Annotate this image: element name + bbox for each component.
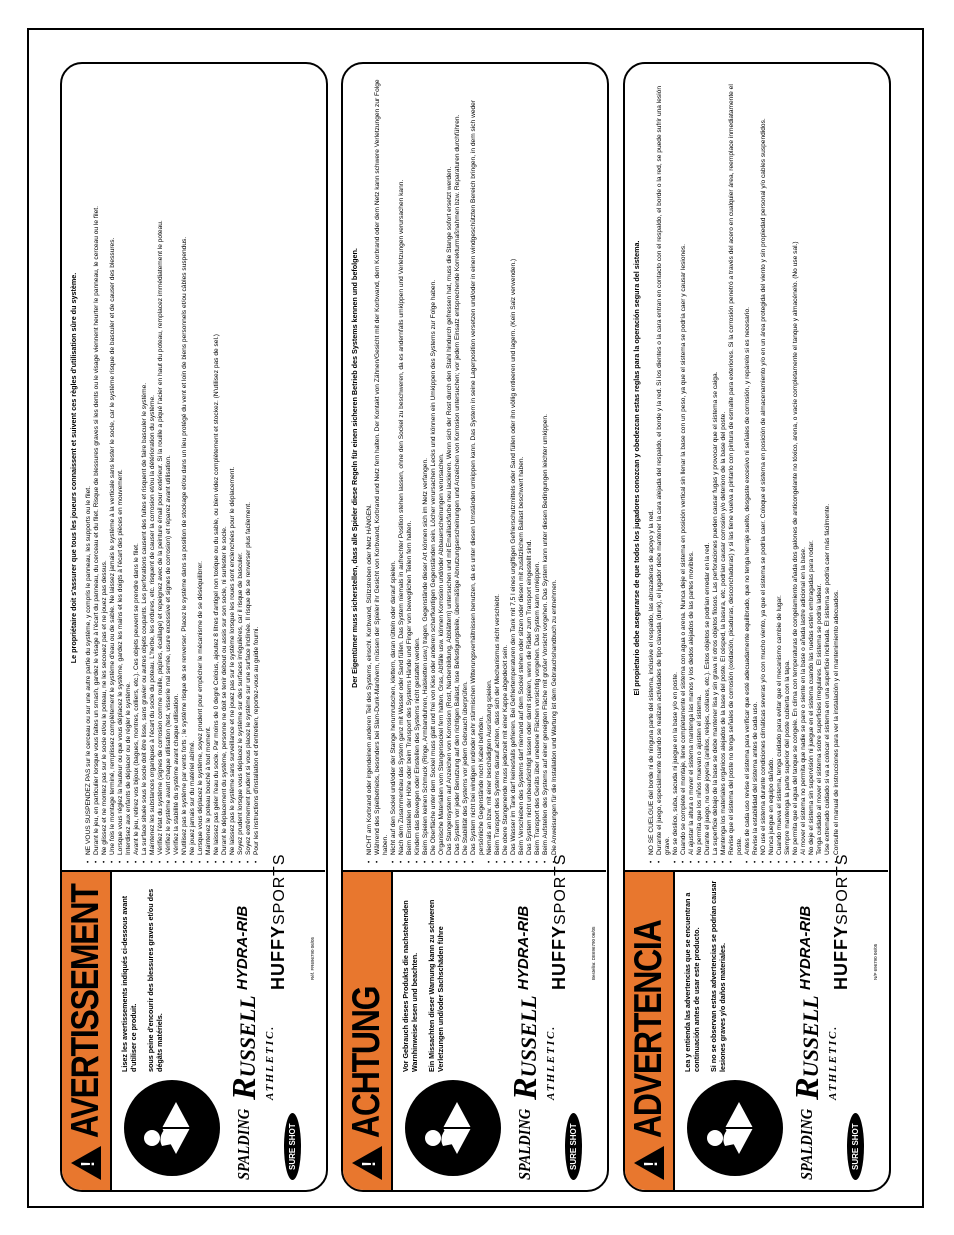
rule-item: • Das Stangensystem auf Anzeichen von Korrosion (Rost, Narbenbildung, Abblättern) untersuchen und mit Emaillackfarbe neu lackieren. Wenn sich der Rost durch den Stahl hindurch gefressen hat, muss die Stange sofort ersetzt werden.: [446, 72, 454, 855]
part-reference: Réf. FR696790 06/05: [310, 936, 315, 980]
rule-item: • Ne jouez jamais sur du matériel abîmé.: [189, 72, 197, 855]
rule-item: • No deje el sistema sin supervisión ni juegue en el sistema cuando las ruedas estén embragadas para rodar.: [808, 72, 816, 855]
russell-athletic-logo: RUSSELL ATHLETIC.: [507, 995, 557, 1100]
rule-item: • Die Oberfläche unter dem Sockel muss glatt und frei von Kies oder anderen scharfkantigen Gegenständen sein. Löcher verursachen Lecks und können ein Umkippen des Systems zur Folge haben.: [430, 72, 438, 855]
rule-item: • Die obere Stangenende muss jederzeit mit einer Kappe abgedeckt sein.: [502, 72, 510, 855]
rule-item: • Tenga cuidado al mover el sistema sobre superficies irregulares. El sistema se podría ladear.: [816, 72, 824, 855]
rule-item: • Cuando se complete el montaje, llene completamente el sistema con agua o arena. Nunca deje el sistema en posición vertical sin llenar la base con un peso, ya que el sistema se podría caer y causar lesiones.: [680, 72, 688, 855]
rule-item: • Maintenez les substances organiques à l'écart du socle du poteau. L'herbe, les ordures, etc. risquent de causer la corrosion et/ou la détérioration du système.: [149, 72, 157, 855]
read-manual-icon: [124, 1080, 220, 1176]
hydra-rib-logo: HYDRA-RIB: [234, 905, 251, 990]
part-reference: N/P 696790 06/05: [873, 943, 878, 980]
rule-item: • La surface située sous le socle doit être lisse, sans gravier ou autres objets coupants. Les perforations causent des fuites et risquent de faire basculer le système.: [141, 72, 149, 855]
rule-item: • Das System nicht bei windigen und/oder sehr stürmischen Witterungsverhältnissen benutzen, da es unter diesen Umständen umkippen kann. Das System in seine Lagerposition versetzen und/oder in einen windgeschützten Bereich bringen, in dem sich weder persönliche Gegenstände noch Kabel befinden.: [470, 72, 486, 855]
rule-item: • Avant le jeu, retirez vos bijoux (bagues, montres, colliers, etc.). Ces objets peuvent se prendre dans le filet.: [133, 72, 141, 855]
rule-item: • Beim Aufstellen des Systems auf einer geneigten Fläche mit großer Vorsicht vorgehen. Das System kann unter diesen Bedingungen leichter umkippen.: [542, 72, 550, 855]
card-header: [62, 853, 325, 1190]
spalding-logo: SPALDING: [234, 1108, 253, 1180]
note-consequence: Si no se observan estas advertencias se podrían causar lesiones graves y/o daños materiales.: [708, 880, 728, 1072]
rule-item: • Ne laissez pas geler l'eau du socle. Par moins de 0 degré Celcius, ajoutez 8 litres d'antigel non toxique ou du sable, ou bien videz complètement et stockez. (N'utilisez pas de sel.): [213, 72, 221, 855]
rule-item: • Organische Materialien vom Stangensockel fern halten. Gras, Abfälle usw. können Korrosion und/oder Abbauerscheinungen verursachen.: [438, 72, 446, 855]
rule-item: • Lorsque vous réglez la hauteur ou que vous déplacez le système, gardez les mains et les doigts à l'écart des pièces en mouvement.: [117, 72, 125, 855]
rule-item: • Mantenga los materiales orgánicos alejados de la base del poste. El césped, la basura, etc. podrían causar corrosión y/o deterioro de la base del poste.: [720, 72, 728, 855]
rule-item: • Al ajustar la altura o mover el sistema mantenga las manos y los dedos alejados de las partes movibles.: [688, 72, 696, 855]
rule-item: • Beim Transport des Systems darauf achten, dass sich der Mechanismus nicht verschiebt.: [494, 72, 502, 855]
rule-item: • Consulte el manual de instrucciones para ver la instalación y el mantenimiento adecuados.: [833, 72, 841, 855]
rule-item: • La superficie debajo de la base se debe mantener lisa y sin grava ni otros objetos filosos. Las perforaciones pueden causar fugas y provocar que el sistema se caiga.: [712, 72, 720, 855]
rule-item: • Durante el juego, no use joyería (anillos, relojes, collares, etc.). Estos objetos se podrían enredar en la red.: [704, 72, 712, 855]
read-warning-note: [401, 880, 452, 1072]
rule-item: • Ne glissez et ne montez pas sur le socle et/ou le poteau, ne les secouez pas et ne jouez pas dessus.: [101, 72, 109, 855]
rule-item: • Während des Spielbetriebs, besonders bei Slam-Dunk-Manövern, müssen der Spieler ihr Gesicht von Korbwand, Korbrand und Netz fern halten. Der Kontakt von Zähnen/Gesicht mit der Korbwand, dem Korbrand oder dem Netz kann schwere Verletzungen zur Folge haben.: [374, 72, 390, 855]
rule-item: • Une fois le montage terminé, remplissez complètement le système d'eau ou de sable. Ne laissez jamais le système à la verticale sans lester le socle, car le système risque de basculer et de causer des blessures.: [109, 72, 117, 855]
banner-title: ACHTUNG: [345, 986, 388, 1138]
warning-banner: [343, 872, 393, 1190]
rule-item: • Beim Transport des Geräts über unebene Flächen vorsichtig vorgehen. Das System kann umkippen.: [534, 72, 542, 855]
brand-logos: [226, 853, 322, 1180]
rule-item: • Die Stabilität des Systems vor jedem Gebrauch überprüfen.: [462, 72, 470, 855]
note-consequence: Ein Missachten dieser Warnung kann zu schweren Verletzungen und/oder Sachschäden führe: [426, 899, 446, 1072]
hydra-rib-logo: HYDRA-RIB: [515, 905, 532, 990]
rule-item: • No permita que los niños muevan o ajusten el sistema.: [696, 72, 704, 855]
rule-item: • N'utilisez pas le système par vents forts ; le système risque de se renverser. Placez le système dans sa position de stockage et/ou dans un lieu protégé du vent et loin de biens personnels et/ou câbles suspendus.: [181, 72, 189, 855]
rule-item: • Use extremado cuidado si va a colocar el sistema en una superficie inclinada. El sistema se podría caer más fácilmente.: [824, 72, 832, 855]
huffy-sports-logo: HUFFYSPORTS: [831, 853, 851, 990]
rule-item: • Nunca juegue en equipo dañado.: [768, 72, 776, 855]
sure-shot-logo: SURE SHOT: [284, 1113, 301, 1180]
huffy-sports-logo: HUFFYSPORTS: [268, 853, 288, 990]
warning-card-french: [60, 62, 328, 1192]
rule-item: • Lorsque vous déplacez le système, soyez prudent pour empêcher le mécanisme de se déséquilibrer.: [197, 72, 205, 855]
note-read: Lisez les avertissements indiqués ci-dessous avant d'utiliser ce produit.: [120, 895, 139, 1072]
rule-item: • No permita que el agua del tanque se congele. En clima con temperaturas de congelamiento añada dos galones de anticongelante no tóxico, arena, o vacíe completamente el tanque y almacénelo. (No use sal.): [792, 72, 800, 855]
rules-list: [648, 72, 841, 864]
rule-item: • Pour les instructions d'installation et d'entretien, reportez-vous au guide fourni.: [253, 72, 261, 855]
rule-item: • Beim Spielen keinen Schmuck (Ringe, Armbanduhren, Halsketten usw.) tragen. Gegenstände dieser Art können sich im Netz verfangen.: [422, 72, 430, 855]
rule-item: • Beim Verschieben des Systems darf niemand auf dem Sockel stehen oder sitzen oder diesen mit zusätzlichem Ballast beschwert haben.: [518, 72, 526, 855]
read-warning-note: [120, 880, 171, 1072]
rule-item: • Ne laissez pas le système sans surveillance et ne jouez pas sur le système lorsque les roues sont enclenchées pour le déplacement.: [229, 72, 237, 855]
note-read: Vor Gebrauch dieses Produkts die nachstehenden Warnhinweise lesen und beachten.: [401, 900, 420, 1072]
rule-item: • Soyez prudent lorsque vous déplacez le système sur des surfaces irrégulières, car il risque de basculer.: [237, 72, 245, 855]
card-body: [349, 72, 604, 864]
spalding-logo: SPALDING: [515, 1108, 534, 1180]
rule-item: • NICHT am Korbrand oder irgendeinem anderen Teil des Systems, einschl. Korbwand, Stützstreben oder Netz HÄNGEN.: [366, 72, 374, 855]
brand-logos: [789, 853, 885, 1180]
russell-athletic-logo: RUSSELL ATHLETIC.: [789, 995, 839, 1100]
rule-item: • Cuando mueva el sistema, tenga cuidado para evitar que el mecanismo cambie de lugar.: [776, 72, 784, 855]
rule-item: • Durant le jeu, en particulier lorsque vous faites un smash, gardez le visage à l'écart du panneau, du cerceau et du filet. Risque de blessures graves si les dents ou le visage viennent heurter le panneau, le cerceau ou le filet.: [93, 72, 101, 855]
warning-triangle-icon: !: [71, 1146, 101, 1180]
rule-item: • Niemals an bzw. mit einer beschädigten Ausrüstung spielen.: [486, 72, 494, 855]
sure-shot-logo: SURE SHOT: [565, 1113, 582, 1180]
warning-banner: [625, 872, 675, 1190]
rule-item: • Kindern das Bewegen oder Einstellen des Systems nicht gestattet werden.: [414, 72, 422, 855]
rules-list: [366, 72, 559, 864]
rule-item: • Die Anweisungen für die Installation und Wartung ist dem Gebrauchshandbuch zu entnehmen.: [551, 72, 559, 855]
owner-intro: Der Eigentümer muss sicherstellen, dass alle Spieler diese Regeln für einen sicheren Betrieb des Systems kennen und befolgen.: [350, 248, 359, 688]
owner-intro: Le propriétaire doit s'assurer que tous les joueurs connaissent et suivent ces règles d'utilisation sûre du système.: [69, 272, 78, 664]
read-manual-icon: [687, 1080, 783, 1176]
owner-intro: El propietario debe asegurarse de que todos los jugadores conozcan y obedezcan estas reglas para la operación segura del sistema.: [632, 240, 641, 696]
card-body: [631, 72, 886, 864]
rule-item: • Vérifiez la stabilité du système avant chaque utilisation.: [173, 72, 181, 855]
rule-item: • NO use el sistema durante condiciones climáticas severas y/o con mucho viento, ya que el sistema se podría caer. Coloque el sistema en posición de almacenamiento y/o en un área protegida del viento y sin propiedad personal y/o cables suspendidos.: [760, 72, 768, 855]
warning-card-spanish: [623, 62, 891, 1192]
warning-banner: [62, 872, 112, 1190]
read-warning-note: [683, 880, 734, 1072]
russell-athletic-logo: RUSSELL ATHLETIC.: [226, 995, 276, 1100]
rule-item: • Maintenez le poteau bouché à tout moment.: [205, 72, 213, 855]
note-read: Lea y entienda las advertencias que se encuentran a continuación antes de usar este producto.: [683, 892, 702, 1072]
rule-item: • Das Wasser im Tank darf keinesfalls gefrieren. Bei Gefriertemperaturen den Tank mit 7,5 l eines ungiftigen Gefrierschutzmittels oder Sand füllen oder ihn völlig entleeren und lagern. (Kein Salz verwenden.): [510, 72, 518, 855]
rule-item: • Revise la estabilidad del sistema antes de cada uso.: [752, 72, 760, 855]
huffy-sports-logo: HUFFYSPORTS: [549, 853, 569, 990]
rule-item: • Nach dem Zusammenbau das System ganz mit Wasser oder Sand füllen. Das System niemals in aufrechter Position stehen lassen, ohne den Sockel zu beschweren, da es andernfalls umkippen und Verletzungen verursachen kann.: [398, 72, 406, 855]
rule-item: • Nicht auf den Sockel und/oder der Stange herumrutschen, klettern, daran rütteln oder darauf spielen.: [390, 72, 398, 855]
rule-item: • Beim Einstellen der Höhe oder beim Transport des Systems Hände und Finger von beweglichen Teilen fern halten.: [406, 72, 414, 855]
rule-item: • Das System nicht unbeaufsichtigt lassen oder damit spielen, wenn die Räder zum Transport eingestellt sind.: [526, 72, 534, 855]
rule-item: • NO SE CUELGUE del borde ni de ninguna parte del sistema, inclusive el respaldo, las abrazaderas de apoyo y la red.: [648, 72, 656, 855]
banner-title: ADVERTENCIA: [627, 920, 670, 1138]
rule-item: • Revise que el sistema del poste no tenga señales de corrosión (oxidación, picaduras, desconchaduras) y si las tiene vuelva a pintarlo con pintura de esmalte para exteriores. Si la corrosión penetró a través del acero en cualquier área, reemplace inmediatamente el poste.: [728, 72, 744, 855]
card-header: [625, 853, 888, 1190]
rule-item: • Vérifiez le système avant chaque utilisation (test, visserie mal serrée, usure excessive et signes de corrosion) et réparez avant utilisation.: [165, 72, 173, 855]
sure-shot-logo: SURE SHOT: [847, 1113, 864, 1180]
warning-card-german: [341, 62, 609, 1192]
warning-triangle-icon: !: [634, 1146, 664, 1180]
rule-item: • No se deslice, suba, sacuda ni juegue en la base y/o en poste.: [672, 72, 680, 855]
rule-item: • Das System vor jeder Benutzung auf den richtigen Ballast, lose Befestigungsteile, übermäßige Abnutzungserscheinungen und Anzeichen von Korrosion untersuchen; vor jedem Einsatz entsprechende Korrekturmaßnahmen bzw. Reparaturen durchführen.: [454, 72, 462, 855]
hydra-rib-logo: HYDRA-RIB: [797, 905, 814, 990]
rules-list: [85, 72, 262, 864]
rule-item: • Soyez extrêmement prudent si vous placez le système sur une surface inclinée. Il risque de se renverser plus facilement.: [245, 72, 253, 855]
card-body: [68, 72, 323, 864]
rule-item: • Interdisez aux enfants de déplacer ou de régler le système.: [125, 72, 133, 855]
rule-item: • Al mover el sistema no permita que nadie se pare o siente en la base o añada lastre adicional en la base.: [800, 72, 808, 855]
rule-item: • Siempre mantenga la parte superior del poste cubierta con la tapa.: [784, 72, 792, 855]
rule-item: • Durant le déplacement du système, personne ne doit se tenir debout ou assis sur son socle, ni surlester le socle.: [221, 72, 229, 855]
rule-item: • Vérifiez l'état du système (signes de corrosion comme rouille, piqûres, écaillage) et repeignez avec de la peinture émail pour extérieur. Si la rouille a piqué l'acier en haut du poteau, remplacez immédiatement le poteau.: [157, 72, 165, 855]
rule-item: • Durante el juego, especialmente cuando se realizan actividades de tipo clavada (dunk), el jugador debe mantener la cara alejada del respaldo, el borde y la red. Si los dientes o la cara entran en contacto con el respaldo, el borde o la red, se puede sufrir una lesión grave.: [656, 72, 672, 855]
banner-title: AVERTISSEMENT: [64, 884, 107, 1138]
read-manual-icon: [405, 1080, 501, 1176]
brand-logos: [507, 853, 603, 1180]
rule-item: • Antes de cada uso revise el sistema para verificar que esté adecuadamente equilibrado, que no tenga herraje suelto, desgaste excesivo ni señales de corrosión, y repárelo si es necesario.: [744, 72, 752, 855]
note-consequence: sous peine d'encourir des blessures graves et/ou des dégâts matériels.: [145, 888, 165, 1072]
spalding-logo: SPALDING: [797, 1108, 816, 1180]
warning-triangle-icon: !: [352, 1146, 382, 1180]
rule-item: • NE VOUS SUSPENDEZ PAS sur le cerceau ou sur une autre partie du système, y compris le panneau, les supports ou le filet.: [85, 72, 93, 855]
part-reference: Bestellnr. DE696790 06/05: [591, 926, 596, 980]
card-header: [343, 853, 606, 1190]
